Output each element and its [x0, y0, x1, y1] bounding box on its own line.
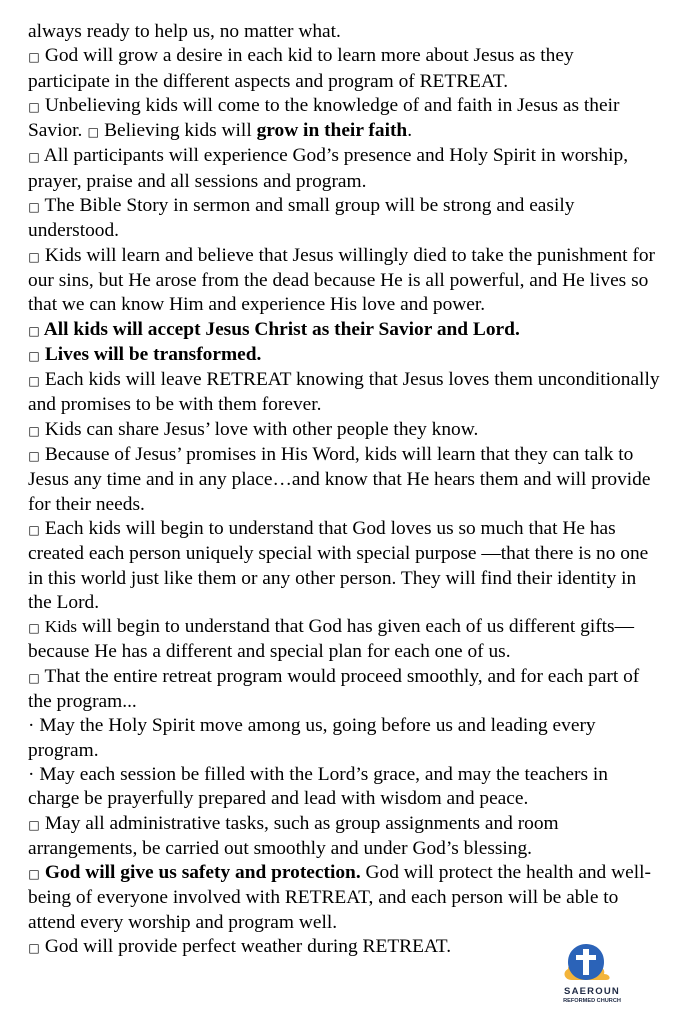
prayer-item: □ Unbelieving kids will come to the knowledge of and faith in Jesus as their Savior. □ Believing kids will grow in their faith.: [28, 94, 660, 145]
prayer-item: □ Kids can share Jesus’ love with other people they know.: [28, 418, 660, 443]
logo-name: SAEROUN: [564, 986, 620, 997]
checkbox-bullet-icon: □: [28, 50, 40, 65]
prayer-item: □ All participants will experience God’s presence and Holy Spirit in worship, prayer, praise and all sessions and program.: [28, 145, 629, 192]
prayer-item: □ The Bible Story in sermon and small group will be strong and easily understood.: [28, 195, 575, 242]
cross-vertical: [583, 949, 589, 975]
prayer-item: □ Each kids will leave RETREAT knowing that Jesus loves them unconditionally and promises to be with them forever.: [28, 369, 660, 416]
prayer-item: □ God will provide perfect weather during RETREAT.: [28, 935, 660, 960]
dot-bullet-icon: ·: [28, 763, 35, 785]
prayer-item: □ Kids will begin to understand that God has given each of us different gifts—because He has a different and special plan for each one of us.: [28, 616, 634, 663]
checkbox-bullet-icon: □: [28, 99, 40, 114]
checkbox-bullet-icon: □: [28, 423, 40, 438]
checkbox-bullet-icon: □: [28, 449, 40, 464]
church-logo: [554, 940, 630, 1016]
paragraph-continuation: always ready to help us, no matter what.: [28, 21, 341, 42]
checkbox-bullet-icon: □: [28, 323, 40, 338]
checkbox-bullet-icon: □: [28, 940, 40, 955]
checkbox-bullet-icon: □: [28, 670, 40, 685]
checkbox-bullet-icon: □: [28, 150, 40, 165]
prayer-item: □ May all administrative tasks, such as group assignments and room arrangements, be carried out smoothly and under God’s blessing.: [28, 812, 559, 859]
document-body: [28, 20, 660, 960]
checkbox-bullet-icon: □: [28, 348, 40, 363]
prayer-item: □ God will grow a desire in each kid to learn more about Jesus as they participate in the different aspects and program of RETREAT.: [28, 45, 574, 92]
checkbox-bullet-icon: □: [28, 374, 40, 389]
prayer-subitem: · May the Holy Spirit move among us, going before us and leading every program.: [28, 715, 596, 761]
cross-horizontal: [576, 955, 596, 960]
prayer-subitem: · May each session be filled with the Lord’s grace, and may the teachers in charge be prayerfully prepared and lead with wisdom and peace.: [28, 763, 608, 810]
logo-subtitle: REFORMED CHURCH: [563, 998, 621, 1004]
checkbox-bullet-icon: □: [28, 522, 40, 537]
prayer-item: □ God will give us safety and protection. God will protect the health and well- being of everyone involved with RETREAT, and each person will be able to attend every worship and program well.: [28, 862, 651, 933]
prayer-item: □ Because of Jesus’ promises in His Word, kids will learn that they can talk to Jesus any time and in any place…and know that He hears them and will provide for their needs.: [28, 444, 651, 515]
checkbox-bullet-icon: □: [28, 817, 40, 832]
prayer-item-bold: □ All kids will accept Jesus Christ as their Savior and Lord.: [28, 318, 660, 343]
prayer-item: □ Each kids will begin to understand that God loves us so much that He has created each person uniquely special with special purpose —that there is no one in this world just like them or any other person. They will find their identity in the Lord.: [28, 517, 649, 613]
checkbox-bullet-icon: □: [28, 249, 40, 264]
dot-bullet-icon: ·: [28, 715, 35, 737]
cross-cloud-icon: [554, 940, 630, 986]
emphasis-text: grow in their faith: [256, 120, 408, 142]
prayer-item-bold: □ Lives will be transformed.: [28, 343, 660, 368]
checkbox-bullet-icon: □: [87, 125, 99, 140]
checkbox-bullet-icon: □: [28, 200, 40, 215]
checkbox-bullet-icon: □: [28, 867, 40, 882]
checkbox-bullet-icon: □: [28, 621, 40, 636]
prayer-item: □ That the entire retreat program would proceed smoothly, and for each part of the program...: [28, 665, 640, 713]
prayer-item: □ Kids will learn and believe that Jesus willingly died to take the punishment for our sins, but He arose from the dead because He is all powerful, and He lives so that we can know Him and experience His love and power.: [28, 244, 656, 316]
emphasis-text: God will give us safety and protection.: [44, 862, 361, 884]
